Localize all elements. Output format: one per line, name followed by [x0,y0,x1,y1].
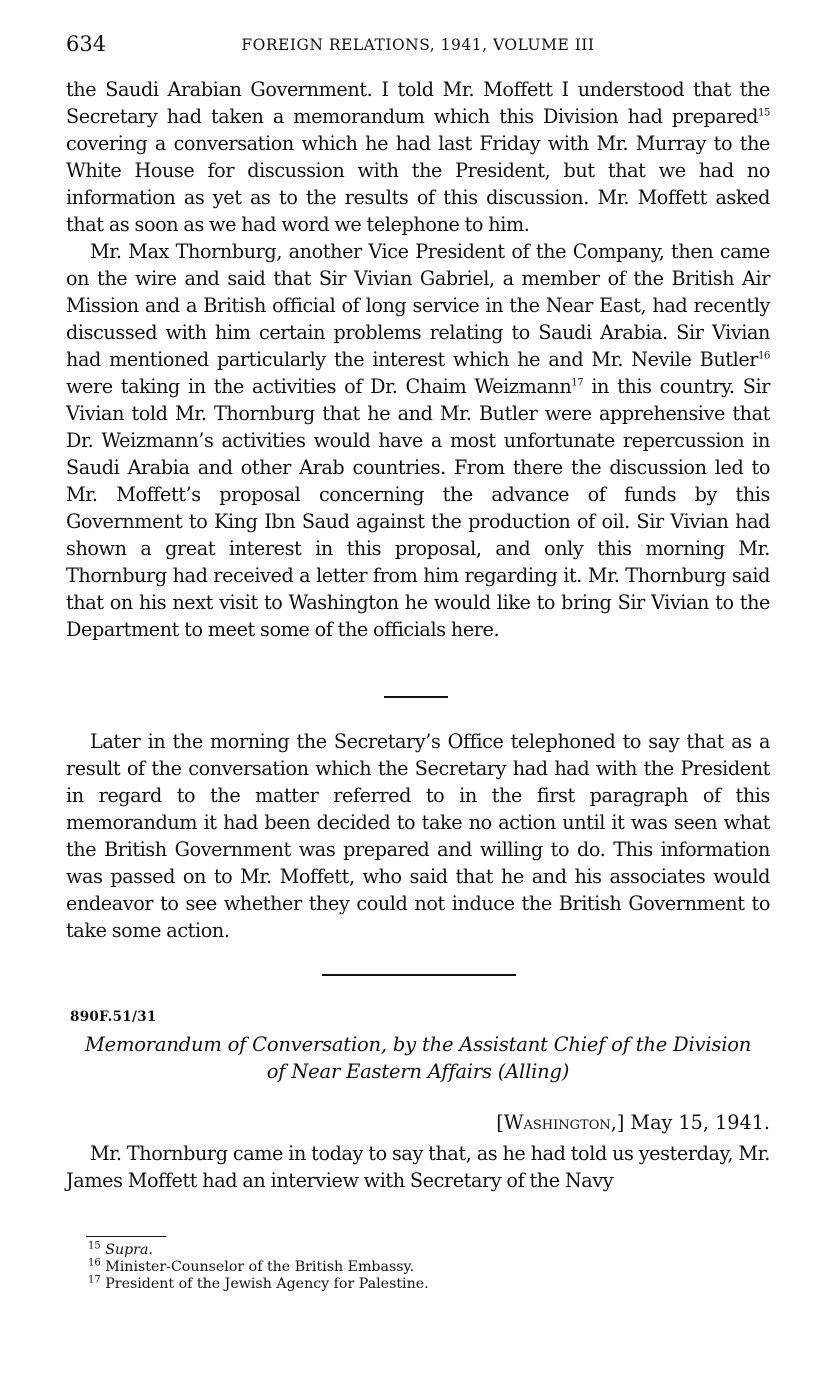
body-text-block-2 [66,728,770,944]
footnote-text: Supra. [100,1242,153,1258]
paragraph-2-text: Mr. Max Thornburg, another Vice President of the Company, then came on the wire and said that Sir Vivian Gabriel, a member of the British Air Mission and a British official of long service in the Near East, had recently discussed with him certain problems relating to Saudi Arabia. Sir Vivian had mentioned particularly the interest which he and Mr. Nevile Butler [66,240,770,371]
paragraph-1 [66,76,770,238]
footnote-text: Minister-Counselor of the British Embassy. [100,1259,415,1275]
document-title [66,1031,770,1085]
dateline-date: May 15, 1941. [624,1111,770,1134]
footnote-rule [86,1236,166,1237]
body-text-block [66,76,770,643]
page-number: 634 [66,32,107,56]
footnote-number: 16 [88,1257,101,1269]
file-number: 890F.51/31 [70,1009,157,1025]
paragraph-2 [66,238,770,643]
footnote-text: President of the Jewish Agency for Palestine. [100,1276,429,1292]
section-divider [384,696,448,698]
footnote-ref-17: 17 [571,377,584,389]
footnote-17 [88,1276,748,1293]
page-header [66,32,770,62]
footnote-number: 17 [88,1274,101,1286]
footnote-ref-16: 16 [758,350,770,362]
footnotes [88,1242,748,1293]
dateline [496,1111,770,1134]
footnote-16 [88,1259,748,1276]
footnote-15 [88,1242,748,1259]
body-text-block-3 [66,1140,770,1194]
paragraph-1-text-cont: covering a conversation which he had last Friday with Mr. Murray to the White House for discussion with the President, but that we had no information as yet as to the results of this discussion. Mr. Moffett asked that as soon as we had word we telephone to him. [66,132,770,236]
paragraph-1-text: the Saudi Arabian Government. I told Mr. Moffett I understood that the Secretary had taken a memorandum which this Division had prepared [66,78,770,128]
document-title-line-1: Memorandum of Conversation, by the Assistant Chief of the Division [84,1033,752,1056]
running-head: FOREIGN RELATIONS, 1941, VOLUME III [241,36,595,54]
paragraph-4: Mr. Thornburg came in today to say that, as he had told us yesterday, Mr. James Moffett had an interview with Secretary of the Navy [66,1142,770,1192]
paragraph-2-text-cont: were taking in the activities of Dr. Chaim Weizmann [66,375,572,398]
footnote-number: 15 [88,1240,101,1252]
document-divider [322,974,516,976]
paragraph-3: Later in the morning the Secretary’s Office telephoned to say that as a result of the conversation which the Secretary had had with the President in regard to the matter referred to in the first paragraph of this memorandum it had been decided to take no action until it was seen what the British Government was prepared and willing to do. This information was passed on to Mr. Moffett, who said that he and his associates would endeavor to see whether they could not induce the British Government to take some action. [66,730,770,942]
footnote-ref-15: 15 [758,107,770,119]
document-title-line-2: of Near Eastern Affairs (Alling) [266,1060,570,1083]
paragraph-2-text-end: in this country. Sir Vivian told Mr. Thornburg that he and Mr. Butler were apprehensive that Dr. Weizmann’s activities would have a most unfortunate repercussion in Saudi Arabia and other Arab countries. From there the discussion led to Mr. Moffett’s proposal concerning the advance of funds by this Government to King Ibn Saud against the production of oil. Sir Vivian had shown a great interest in this proposal, and only this morning Mr. Thornburg had received a letter from him regarding it. Mr. Thornburg said that on his next visit to Washington he would like to bring Sir Vivian to the Department to meet some of the officials here. [66,375,771,641]
dateline-place: [Washington,] [496,1111,625,1134]
